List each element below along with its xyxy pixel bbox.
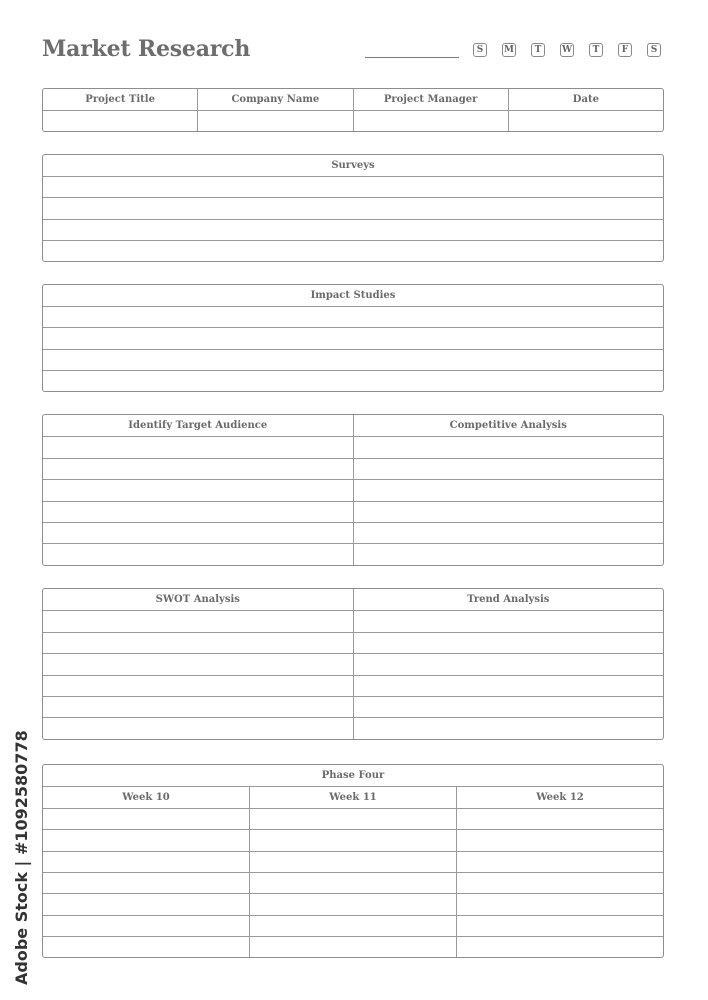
week-11-line[interactable] [249,830,456,850]
week-10-line[interactable] [43,852,249,872]
project-title-field[interactable] [43,111,197,131]
day-thursday[interactable]: T [589,43,603,57]
week-12-line[interactable] [456,830,663,850]
target-audience-line[interactable] [43,437,353,457]
week-12-line[interactable] [456,937,663,957]
swot-analysis-line[interactable] [43,611,353,631]
week-11-line[interactable] [249,809,456,829]
swot-analysis-line[interactable] [43,718,353,738]
weekday-selector [473,43,661,57]
surveys-line[interactable] [43,198,663,218]
impact-studies-line[interactable] [43,328,663,348]
trend-analysis-line[interactable] [353,633,664,653]
week-11-line[interactable] [249,916,456,936]
impact-studies-table [42,284,664,392]
competitive-analysis-header: Competitive Analysis [353,415,664,436]
swot-analysis-header: SWOT Analysis [155,594,240,606]
week-11-line[interactable] [249,873,456,893]
competitive-analysis-line[interactable] [353,459,664,479]
week-10-line[interactable] [43,830,249,850]
competitive-analysis-line[interactable] [353,523,664,543]
swot-analysis-line[interactable] [43,633,353,653]
trend-analysis-line[interactable] [353,654,664,674]
phase-four-table [42,764,664,958]
target-audience-line[interactable] [43,523,353,543]
swot-trend-table [42,588,664,740]
week-10-header: Week 10 [122,792,170,804]
week-11-header: Week 11 [249,787,456,807]
target-audience-line[interactable] [43,544,353,564]
competitive-analysis-line[interactable] [353,437,664,457]
impact-studies-line[interactable] [43,371,663,391]
page-title: Market Research [42,36,251,62]
date-field[interactable] [508,111,663,131]
week-12-line[interactable] [456,852,663,872]
project-title-header: Project Title [85,94,155,105]
project-manager-header: Project Manager [353,89,508,110]
surveys-line[interactable] [43,220,663,240]
day-friday[interactable]: F [618,43,632,57]
week-12-line[interactable] [456,873,663,893]
swot-analysis-line[interactable] [43,697,353,717]
target-audience-line[interactable] [43,502,353,522]
week-10-line[interactable] [43,937,249,957]
stock-credit-text: Adobe Stock | #1092580778 [12,730,31,985]
swot-analysis-line[interactable] [43,676,353,696]
surveys-table [42,154,664,262]
trend-analysis-line[interactable] [353,676,664,696]
target-audience-line[interactable] [43,480,353,500]
trend-analysis-line[interactable] [353,611,664,631]
company-name-field[interactable] [197,111,352,131]
week-11-line[interactable] [249,937,456,957]
phase-four-header: Phase Four [321,770,385,782]
trend-analysis-header: Trend Analysis [353,589,664,610]
target-audience-line[interactable] [43,459,353,479]
day-wednesday[interactable]: W [561,45,573,55]
week-11-line[interactable] [249,894,456,914]
audience-competitive-table [42,414,664,566]
day-tuesday[interactable]: T [531,43,545,57]
project-manager-field[interactable] [353,111,508,131]
week-11-line[interactable] [249,852,456,872]
impact-studies-header: Impact Studies [310,290,396,302]
target-audience-header: Identify Target Audience [128,420,268,432]
day-monday[interactable]: M [502,43,516,57]
date-header: Date [508,89,663,110]
week-10-line[interactable] [43,894,249,914]
project-info-table [42,88,664,132]
impact-studies-line[interactable] [43,350,663,370]
surveys-line[interactable] [43,177,663,197]
surveys-header: Surveys [331,160,375,172]
week-10-line[interactable] [43,916,249,936]
day-sunday[interactable]: S [473,43,487,57]
competitive-analysis-line[interactable] [353,480,664,500]
date-line[interactable] [365,57,459,58]
competitive-analysis-line[interactable] [353,502,664,522]
day-saturday[interactable]: S [647,43,661,57]
surveys-line[interactable] [43,241,663,261]
company-name-header: Company Name [197,89,352,110]
week-12-line[interactable] [456,809,663,829]
week-12-line[interactable] [456,916,663,936]
week-12-header: Week 12 [456,787,663,807]
week-10-line[interactable] [43,873,249,893]
trend-analysis-line[interactable] [353,697,664,717]
week-10-line[interactable] [43,809,249,829]
impact-studies-line[interactable] [43,307,663,327]
swot-analysis-line[interactable] [43,654,353,674]
competitive-analysis-line[interactable] [353,544,664,564]
week-12-line[interactable] [456,894,663,914]
trend-analysis-line[interactable] [353,718,664,738]
